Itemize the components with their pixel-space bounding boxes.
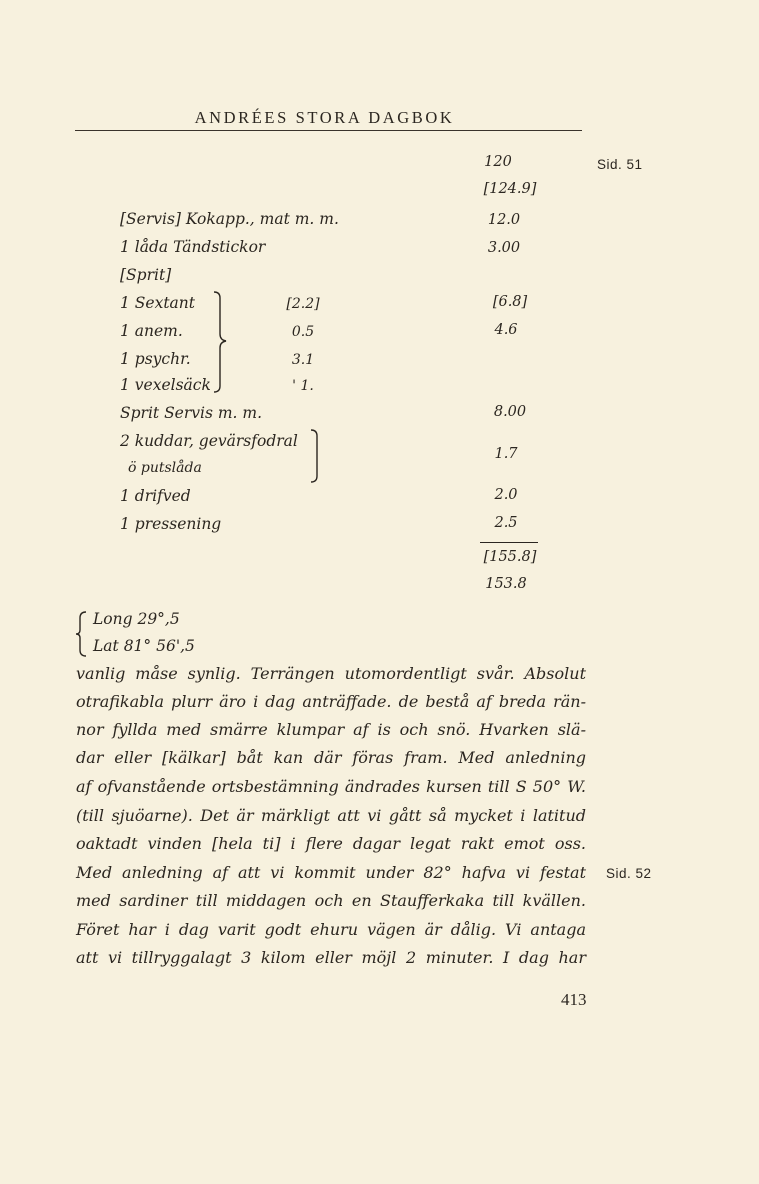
page-number: 413: [561, 990, 587, 1009]
ledger-item-putslada: ö putslåda: [128, 460, 202, 476]
body-line-6: (till sjuöarne). Det är märkligt att vi gått så mycket i latitud: [76, 806, 586, 825]
sprit-item-anem: 1 anem.: [120, 322, 183, 340]
body-line-3: nor fyllda med smärre klumpar af is och snö. Hvarken slä-: [76, 720, 586, 739]
margin-note-sid-51: Sid. 51: [597, 157, 643, 172]
ledger-item-sprit-servis: Sprit Servis m. m.: [120, 404, 263, 422]
ledger-amount-kuddar: 1.7: [494, 446, 518, 462]
opening-total: 120: [484, 154, 512, 170]
sprit-item-psychr: 1 psychr.: [120, 350, 191, 368]
sprit-group-brace: [212, 290, 232, 400]
body-line-5: af ofvanstående ortsbestämning ändrades kursen till S 50° W.: [76, 777, 586, 796]
body-line-8: Med anledning af att vi kommit under 82° hafva vi festat: [76, 863, 586, 882]
ledger-amount-sprit-servis: 8.00: [493, 404, 527, 420]
body-line-1: vanlig måse synlig. Terrängen utomordentligt svår. Absolut: [76, 664, 586, 683]
ledger-item-servis: [Servis] Kokapp., mat m. m.: [120, 210, 339, 228]
position-long: Long 29°,5: [93, 610, 180, 628]
position-brace: [74, 610, 90, 658]
sprit-value-vexelsack: ' 1.: [292, 378, 314, 394]
sprit-item-vexelsack: 1 vexelsäck: [120, 376, 211, 394]
header-rule: [75, 130, 582, 131]
ledger-amount-pressening: 2.5: [494, 515, 518, 531]
sprit-value-psychr: 3.1: [291, 352, 315, 368]
sprit-group-total: [6.8]: [492, 294, 528, 310]
ledger-item-kuddar: 2 kuddar, gevärsfodral: [120, 432, 298, 450]
ledger-item-sprit-heading: [Sprit]: [120, 266, 172, 284]
sprit-value-anem: 0.5: [291, 324, 315, 340]
sprit-item-sextant: 1 Sextant: [120, 294, 196, 312]
body-line-2: otrafikabla plurr äro i dag anträffade. de bestå af breda rän-: [76, 692, 586, 711]
body-line-9: med sardiner till middagen och en Staufferkaka till kvällen.: [76, 891, 586, 910]
sum-rule: [480, 542, 538, 543]
margin-note-sid-52: Sid. 52: [606, 866, 652, 881]
ledger-item-drifved: 1 drifved: [120, 487, 191, 505]
ledger-amount-drifved: 2.0: [494, 487, 518, 503]
ledger-amount-servis: 12.0: [487, 212, 521, 228]
ledger-amount-tandstickor: 3.00: [487, 240, 521, 256]
ledger-item-tandstickor: 1 låda Tändstickor: [120, 238, 266, 256]
ledger-item-pressening: 1 pressening: [120, 515, 222, 533]
sprit-group-total-alt: 4.6: [494, 322, 518, 338]
grand-total-corrected: [155.8]: [483, 549, 537, 565]
body-line-4: dar eller [kälkar] båt kan där föras fram. Med anledning: [76, 748, 586, 767]
grand-total: 153.8: [485, 576, 527, 592]
opening-total-corrected: [124.9]: [483, 181, 537, 197]
sprit-value-sextant: [2.2]: [286, 296, 320, 312]
position-lat: Lat 81° 56',5: [93, 637, 195, 655]
body-line-10: Föret har i dag varit godt ehuru vägen är dålig. Vi antaga: [76, 920, 586, 939]
kuddar-group-brace: [308, 428, 324, 484]
body-line-11: att vi tillryggalagt 3 kilom eller möjl 2 minuter. I dag har: [76, 948, 586, 967]
running-head: ANDRÉES STORA DAGBOK: [194, 108, 455, 127]
body-line-7: oaktadt vinden [hela ti] i flere dagar legat rakt emot oss.: [76, 834, 586, 853]
